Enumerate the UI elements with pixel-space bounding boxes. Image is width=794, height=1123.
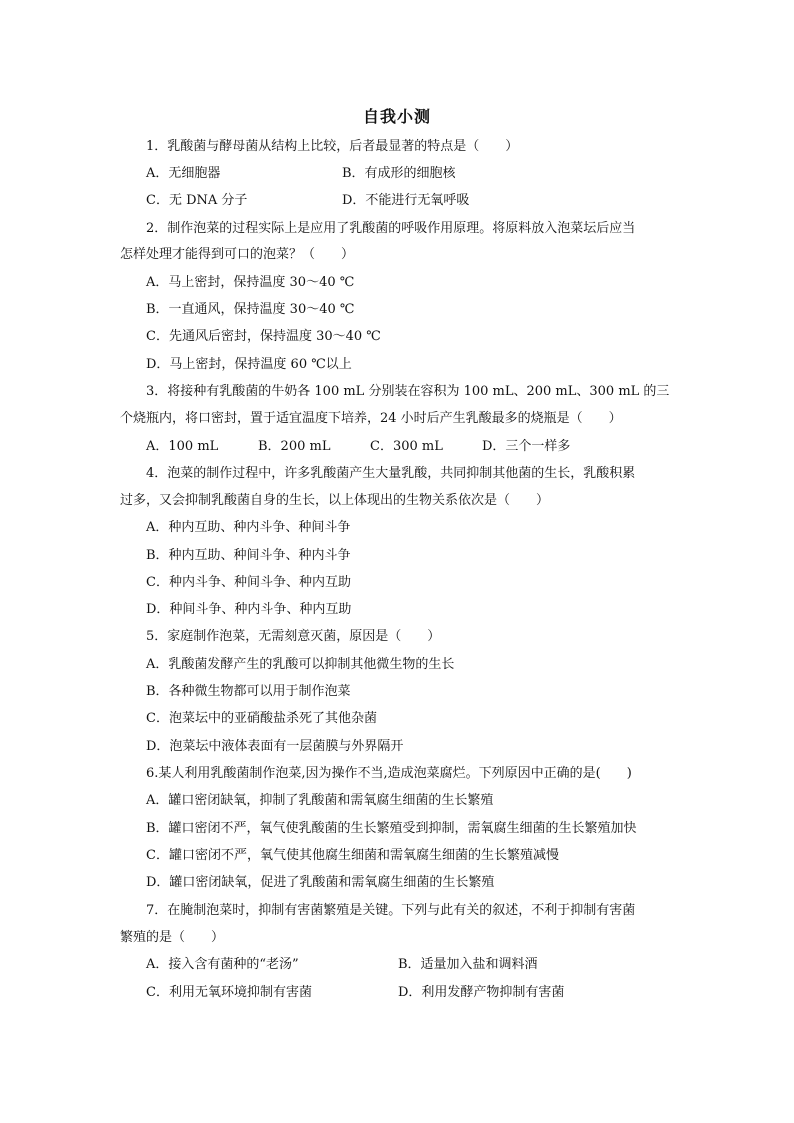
question-2-option-d: D．马上密封，保持温度 60 ℃以上: [146, 357, 352, 372]
question-1-option-c: C．无 DNA 分子: [146, 193, 248, 208]
question-4-stem-line-2: 过多，又会抑制乳酸菌自身的生长，以上体现出的生物关系依次是（ ）: [120, 493, 550, 508]
question-1-option-a: A．无细胞器: [146, 166, 221, 181]
question-6-option-b: B．罐口密闭不严，氧气使乳酸菌的生长繁殖受到抑制，需氧腐生细菌的生长繁殖加快: [146, 821, 637, 836]
question-6-option-c: C．罐口密闭不严，氧气使其他腐生细菌和需氧腐生细菌的生长繁殖减慢: [146, 848, 559, 863]
question-3-option-c: C．300 mL: [370, 439, 443, 454]
page-title: 自我小测: [362, 107, 431, 126]
question-4-option-b: B．种内互助、种间斗争、种内斗争: [146, 548, 351, 563]
question-1-option-d: D．不能进行无氧呼吸: [342, 193, 470, 208]
question-7-option-c: C．利用无氧环境抑制有害菌: [146, 985, 312, 1000]
question-5-option-c: C．泡菜坛中的亚硝酸盐杀死了其他杂菌: [146, 711, 377, 726]
question-7-stem-line-2: 繁殖的是（ ）: [120, 930, 225, 945]
question-2-stem-line-2: 怎样处理才能得到可口的泡菜？（ ）: [120, 247, 355, 262]
question-5-option-a: A．乳酸菌发酵产生的乳酸可以抑制其他微生物的生长: [146, 657, 455, 672]
question-2-option-b: B．一直通风，保持温度 30～40 ℃: [146, 302, 355, 317]
question-1-stem: 1．乳酸菌与酵母菌从结构上比较，后者最显著的特点是（ ）: [146, 139, 519, 154]
question-3-stem-line-1: 3．将接种有乳酸菌的牛奶各 100 mL 分别装在容积为 100 mL、200 mL、300 mL 的三: [146, 384, 670, 399]
question-3-option-d: D．三个一样多: [482, 439, 571, 454]
question-4-stem-line-1: 4．泡菜的制作过程中，许多乳酸菌产生大量乳酸，共同抑制其他菌的生长，乳酸积累: [146, 466, 636, 481]
question-5-stem: 5．家庭制作泡菜，无需刻意灭菌，原因是（ ）: [146, 629, 441, 644]
question-3-option-a: A．100 mL: [146, 439, 219, 454]
question-1-option-b: B．有成形的细胞核: [342, 166, 456, 181]
question-4-option-a: A．种内互助、种内斗争、种间斗争: [146, 520, 351, 535]
question-7-stem-line-1: 7．在腌制泡菜时，抑制有害菌繁殖是关键。下列与此有关的叙述，不利于抑制有害菌: [146, 903, 636, 918]
question-6-option-d: D．罐口密闭缺氧，促进了乳酸菌和需氧腐生细菌的生长繁殖: [146, 875, 495, 890]
question-7-option-a: A．接入含有菌种的“老汤”: [146, 957, 299, 972]
question-5-option-b: B．各种微生物都可以用于制作泡菜: [146, 684, 351, 699]
question-5-option-d: D．泡菜坛中液体表面有一层菌膜与外界隔开: [146, 739, 404, 754]
question-6-option-a: A．罐口密闭缺氧，抑制了乳酸菌和需氧腐生细菌的生长繁殖: [146, 793, 494, 808]
question-7-option-b: B．适量加入盐和调料酒: [398, 957, 538, 972]
question-2-option-c: C．先通风后密封，保持温度 30～40 ℃: [146, 329, 381, 344]
question-7-option-d: D．利用发酵产物抑制有害菌: [398, 985, 565, 1000]
question-2-stem-line-1: 2．制作泡菜的过程实际上是应用了乳酸菌的呼吸作用原理。将原料放入泡菜坛后应当: [146, 221, 636, 236]
question-3-stem-line-2: 个烧瓶内，将口密封，置于适宜温度下培养，24 小时后产生乳酸最多的烧瓶是（ ）: [120, 411, 622, 426]
question-4-option-d: D．种间斗争、种内斗争、种内互助: [146, 602, 352, 617]
question-3-option-b: B．200 mL: [258, 439, 331, 454]
question-2-option-a: A．马上密封，保持温度 30～40 ℃: [146, 275, 355, 290]
question-4-option-c: C．种内斗争、种间斗争、种内互助: [146, 575, 351, 590]
question-6-stem: 6.某人利用乳酸菌制作泡菜,因为操作不当,造成泡菜腐烂。下列原因中正确的是( ): [146, 766, 632, 781]
